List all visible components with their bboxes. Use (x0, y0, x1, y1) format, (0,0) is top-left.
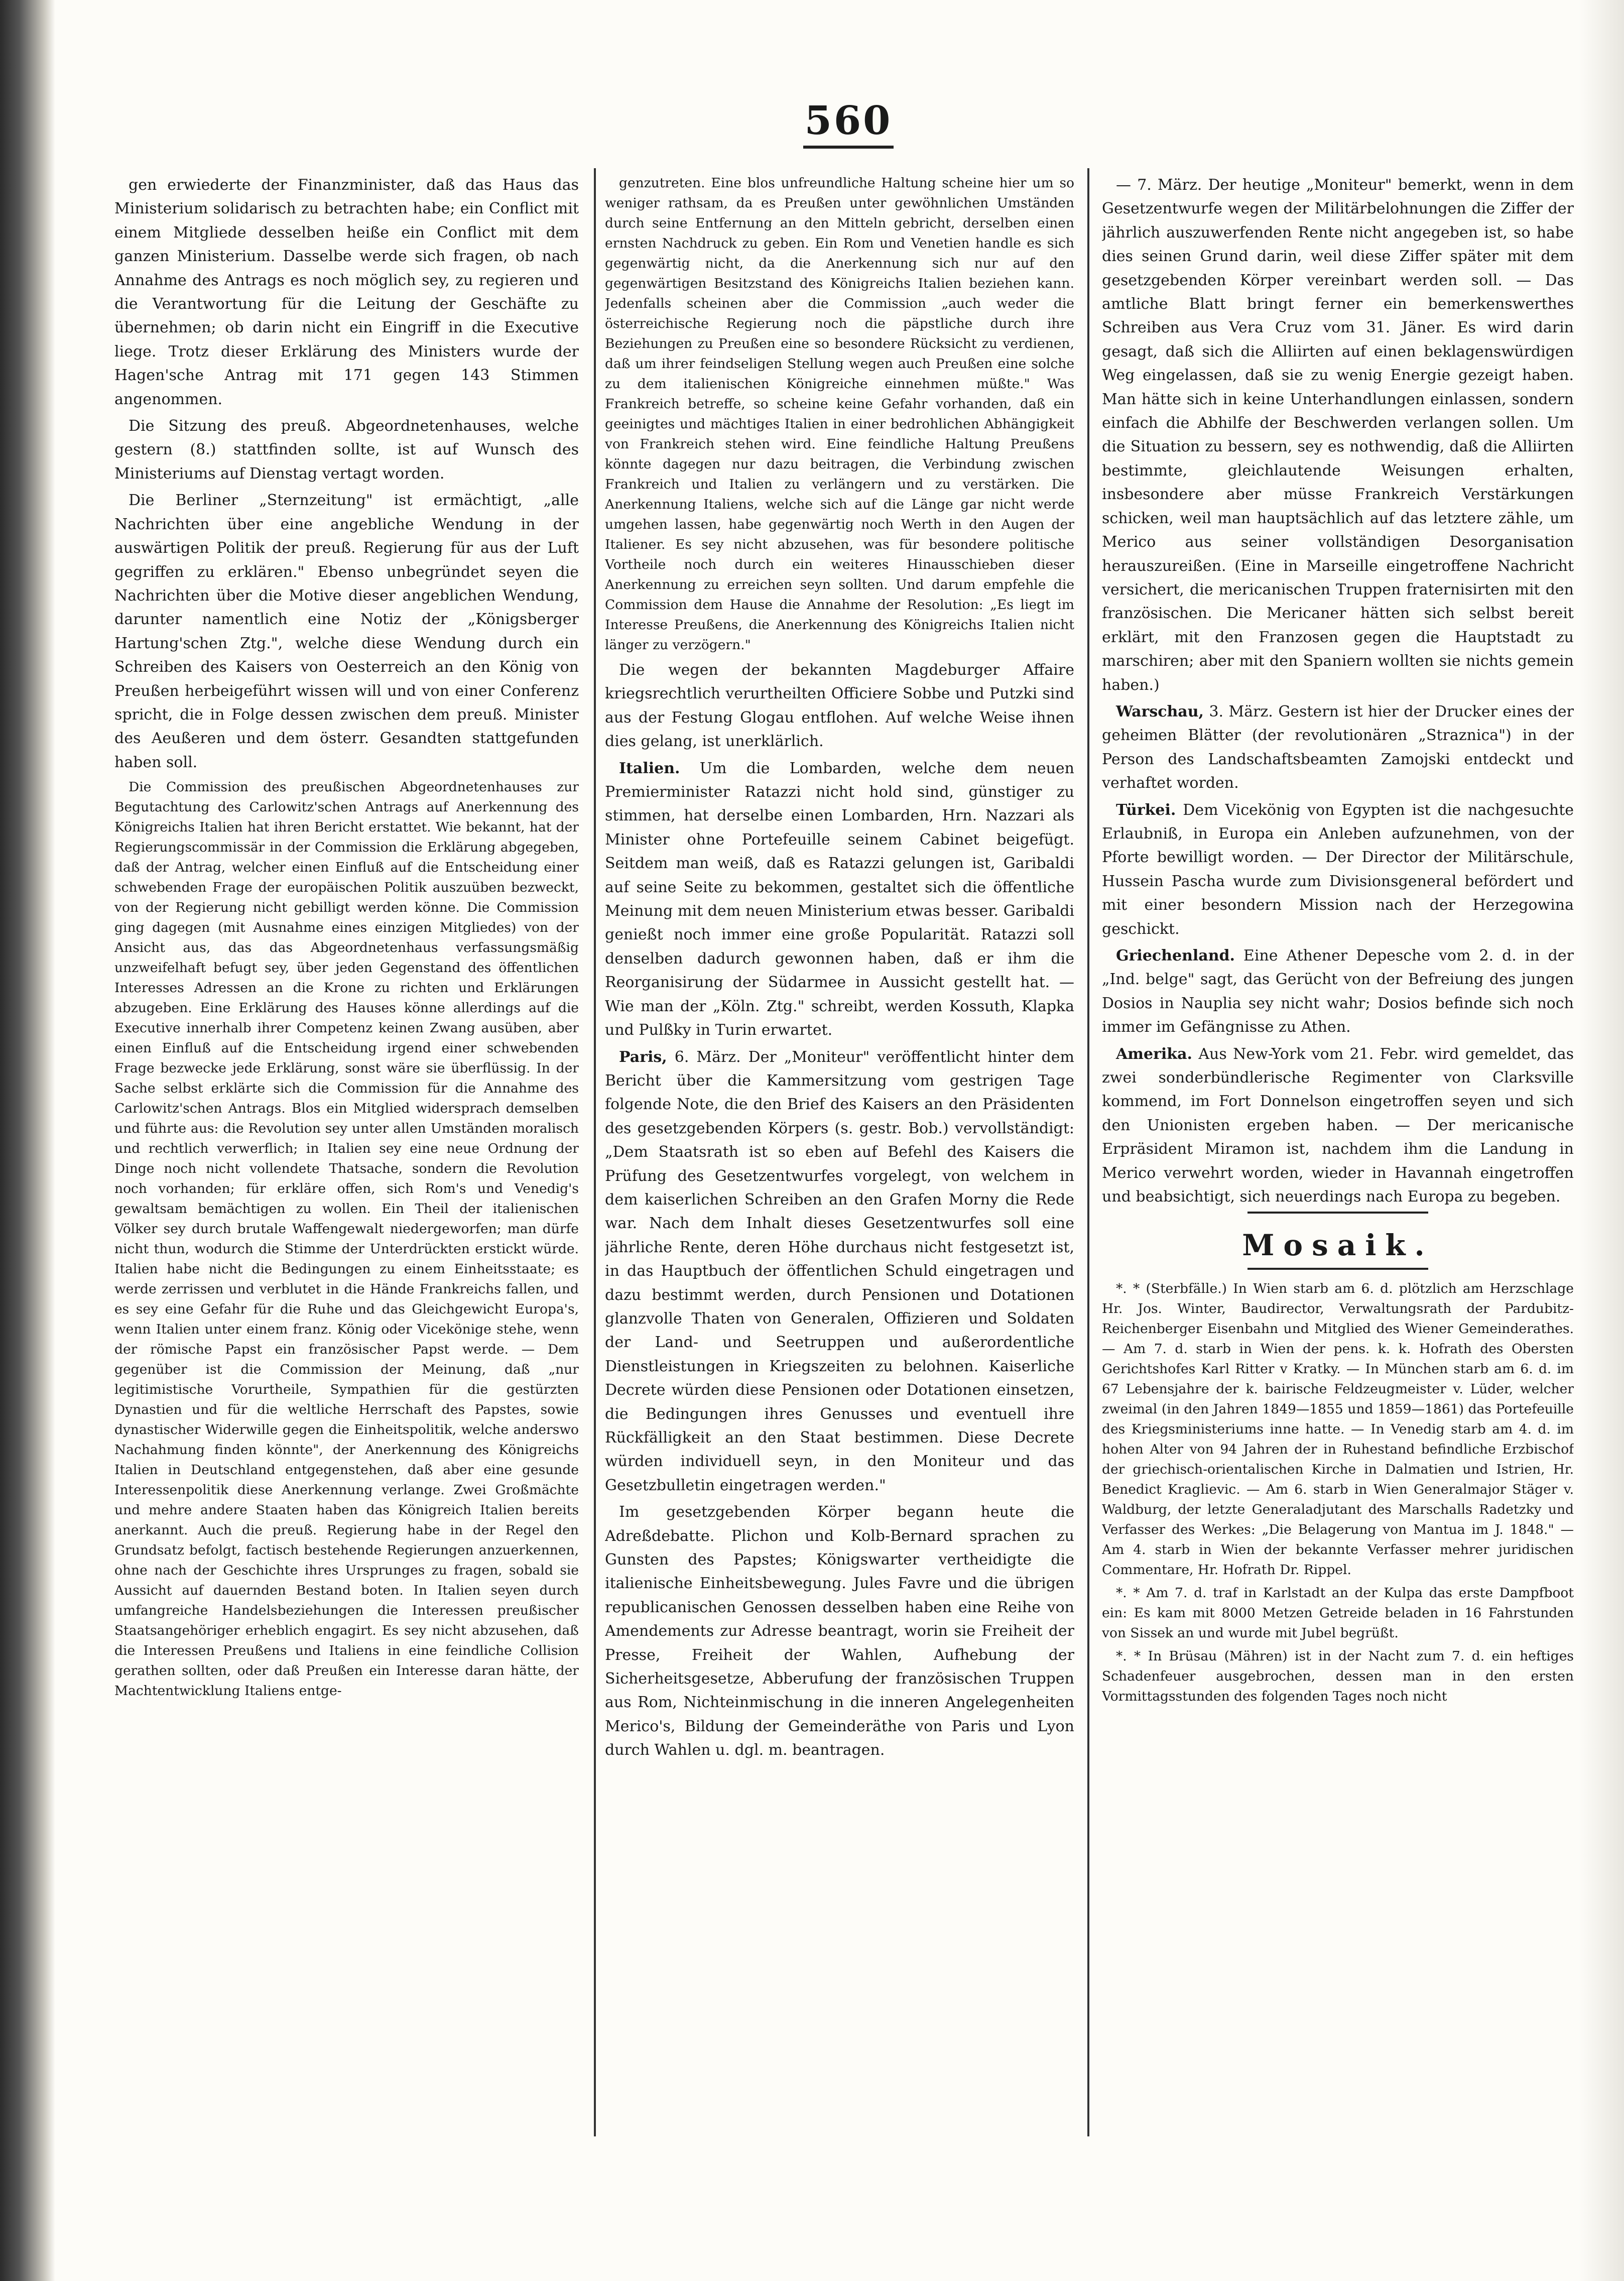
section-heading: Amerika. (1116, 1045, 1192, 1063)
paragraph-griechenland (1102, 944, 1574, 1039)
paragraph: Die Commission des preußischen Abgeordnetenhauses zur Begutachtung des Carlowitz'schen Antrags auf Anerkennung des Königreichs Italien hat ihren Bericht erstattet. Wie bekannt, hat der Regierungscommissär in der Commission die Erklärung abgegeben, daß der Antrag, welcher einen Einfluß auf die Entscheidung einer schwebenden Frage der europäischen Politik auszuüben bezweckt, von der Regierung nicht gebilligt werden könne. Die Commission ging dagegen (mit Ausnahme eines einzigen Mitgliedes) von der Ansicht aus, das das Abgeordnetenhaus verfassungsmäßig unzweifelhaft befugt sey, über jeden Gegenstand des öffentlichen Interesses Adressen an die Krone zu richten und Erklärungen abzugeben. Eine Erklärung des Hauses könne allerdings auf die Executive innerhalb ihrer Competenz keinen Zwang ausüben, aber einen Einfluß auf die Entscheidung irgend einer schwebenden Frage bezwecke jede Erklärung, sonst wäre sie überflüssig. In der Sache selbst erklärte sich die Commission für die Annahme des Carlowitz'schen Antrags. Blos ein Mitglied widersprach demselben und führte aus: die Revolution sey unter allen Umständen moralisch und rechtlich verwerflich; in Italien sey eine neue Ordnung der Dinge noch nicht vollendete Thatsache, sondern die Revolution noch vorhanden; für erkläre offen, sich Rom's und Venedig's gewaltsam bemächtigen zu wollen. Ein Theil der italienischen Völker sey durch brutale Waffengewalt niedergeworfen; man dürfe nicht thun, wodurch die Stimme der Unterdrückten erstickt würde. Italien habe nicht die Bedingungen zu einem Einheitsstaate; es werde zerrissen und verblutet in die Hände Frankreichs fallen, und es sey eine Gefahr für die Ruhe und das Gleichgewicht Europa's, wenn Italien unter einem franz. König oder Vicekönige stehe, wenn der römische Papst ein französischer Papst werde. — Dem gegenüber ist die Commission der Meinung, daß „nur legitimistische Vorurtheile, Sympathien für die gestürzten Dynastien und für die weltliche Herrschaft des Papstes, sowie dynastischer Widerwille gegen die Einheitspolitik, welche anderswo Nachahmung finden könnte", der Anerkennung des Königreichs Italien in Deutschland entgegenstehen, daß aber eine gesunde Interessenpolitik diese Anerkennung verlange. Zwei Großmächte und mehre andere Staaten haben das Königreich Italien bereits anerkannt. Auch die preuß. Regierung habe in der Regel den Grundsatz befolgt, factisch bestehende Regierungen anzuerkennen, ohne nach der Geschichte ihres Ursprunges zu fragen, sobald sie Aussicht auf dauernden Bestand boten. In Italien seyen durch umfangreiche Handelsbeziehungen die Interessen preußischer Staatsangehöriger erheblich engagirt. Es sey nicht abzusehen, daß die Interessen Preußens und Italiens in eine feindliche Collision gerathen sollten, oder daß Preußen ein Interesse daran hätte, der Machtentwicklung Italiens entge- (114, 779, 579, 1699)
column-1 (114, 173, 579, 1704)
paragraph: *. * (Sterbfälle.) In Wien starb am 6. d. plötzlich am Herzschlage Hr. Jos. Winter, Baudirector, Verwaltungsrath der Pardubitz-Reichenberger Eisenbahn und Mitglied des Wiener Gemeinderathes. — Am 7. d. starb in Wien der pens. k. k. Hofrath des Obersten Gerichtshofes Karl Ritter v Kratky. — In München starb am 6. d. im 67 Lebensjahre der k. bairische Feldzeugmeister v. Lüder, welcher zweimal (in den Jahren 1849—1855 und 1859—1861) das Portefeuille des Kriegsministeriums inne hatte. — In Venedig starb am 4. d. im hohen Alter von 94 Jahren der in Ruhestand befindliche Erzbischof der griechisch-orientalischen Kirche in Dalmatien und Istrien, Hr. Benedict Kraglievic. — Am 6. starb in Wien Generalmajor Stäger v. Waldburg, der letzte Generaladjutant des Marschalls Radetzky und Verfasser des Werkes: „Die Belagerung von Mantua im J. 1848." — Am 4. starb in Wien der bekannte Verfasser mehrer juridischen Commentare, Hr. Hofrath Dr. Rippel. (1102, 1280, 1574, 1578)
column-3 (1102, 173, 1574, 1710)
page-gutter-shadow (0, 0, 55, 2281)
paragraph: Im gesetzgebenden Körper begann heute die Adreßdebatte. Plichon und Kolb-Bernard sprachen zu Gunsten des Papstes; Königswarter vertheidigte die italienische Einheitsbewegung. Jules Favre und die übrigen republicanischen Genossen desselben haben eine Reihe von Amendements zur Adresse beantragt, worin sie Freiheit der Presse, Freiheit der Wahlen, Aufhebung der Sicherheitsgesetze, Abberufung der französischen Truppen aus Rom, Nichteinmischung in die inneren Angelegenheiten Merico's, Bildung der Gemeinderäthe von Paris und Lyon durch Wahlen u. dgl. m. beantragen. (605, 1503, 1074, 1759)
paragraph-warschau (1102, 700, 1574, 795)
paragraph: *. * Am 7. d. traf in Karlstadt an der Kulpa das erste Dampfboot ein: Es kam mit 8000 Metzen Getreide beladen in 16 Fahrstunden von Sissek an und wurde mit Jubel begrüßt. (1102, 1585, 1574, 1641)
paragraph-tuerkei (1102, 798, 1574, 941)
page-edge (1579, 0, 1624, 2281)
paragraph-text: Eine Athener Depesche vom 2. d. in der „Ind. belge" sagt, das Gerücht von der Befreiung des jungen Dosios in Nauplia sey nicht wahr; Dosios befinde sich noch immer im Gefängnisse zu Athen. (1102, 947, 1574, 1036)
paragraph: gen erwiederte der Finanzminister, daß das Haus das Ministerium solidarisch zu betrachten habe; ein Conflict mit einem Mitgliede desselben heiße ein Conflict mit dem ganzen Ministerium. Dasselbe werde sich fragen, ob nach Annahme des Antrags es noch möglich sey, zu regieren und die Verantwortung für die Leitung der Geschäfte zu übernehmen; ob darin nicht ein Eingriff in die Executive liege. Trotz dieser Erklärung des Ministers wurde der Hagen'sche Antrag mit 171 gegen 143 Stimmen angenommen. (114, 176, 579, 408)
paragraph-text: 6. März. Der „Moniteur" veröffentlicht hinter dem Bericht über die Kammersitzung vom gestrigen Tage folgende Note, die den Brief des Kaisers an den Präsidenten des gesetzgebenden Körpers (s. gestr. Bob.) vervollständigt: „Dem Staatsrath ist so eben auf Befehl des Kaisers die Prüfung des Gesetzentwurfes vorgelegt, von welchem in dem kaiserlichen Schreiben an den Grafen Morny die Rede war. Nach dem Inhalt dieses Gesetzentwurfes soll eine jährliche Rente, deren Höhe durchaus nicht festgesetzt ist, in das Hauptbuch der öffentlichen Schuld eingetragen und dazu bestimmt werden, durch Pensionen und Dotationen glanzvolle Thaten von Generalen, Offizieren und Soldaten der Land- und Seetruppen und außerordentliche Dienstleistungen in Kriegszeiten zu belohnen. Kaiserliche Decrete würden diese Pensionen oder Dotationen einsetzen, die Bedingungen ihres Genusses und eventuell ihre Rückfälligkeit an den Staat bestimmen. Diese Decrete würden individuell seyn, in den Moniteur und das Gesetzbulletin eingetragen werden." (605, 1048, 1074, 1494)
section-heading: Italien. (619, 759, 680, 777)
page-number-rule (803, 146, 894, 149)
section-heading: Griechenland. (1116, 947, 1235, 965)
column-rule (594, 168, 596, 2136)
paragraph-text: Um die Lombarden, welche dem neuen Premierminister Ratazzi nicht hold sind, günstiger zu stimmen, hat derselbe einen Lombarden, Hrn. Nazzari als Minister ohne Portefeuille seinem Cabinet beigefügt. Seitdem man weiß, daß es Ratazzi gelungen ist, Garibaldi auf seine Seite zu bekommen, gestaltet sich die öffentliche Meinung mit dem neuen Ministerium etwas besser. Garibaldi genießt noch immer eine große Popularität. Ratazzi soll denselben dadurch gewonnen haben, daß er ihm die Reorganisirung der Südarmee in Aussicht gestellt hat. — Wie man der „Köln. Ztg." schreibt, werden Kossuth, Klapka und Pulßky in Turin erwartet. (605, 759, 1074, 1039)
paragraph: — 7. März. Der heutige „Moniteur" bemerkt, wenn in dem Gesetzentwurfe wegen der Militärbelohnungen die Ziffer der jährlich auszuwerfenden Rente nicht angegeben ist, so habe dies seinen Grund darin, weil diese Ziffer später mit dem gesetzgebenden Körper vereinbart werden soll. — Das amtliche Blatt bringt ferner ein bemerkenswerthes Schreiben aus Vera Cruz vom 31. Jäner. Es wird darin gesagt, daß sich die Alliirten auf einen beklagenswürdigen Weg eingelassen, daß sie zu wenig Energie gezeigt haben. Man hätte sich in keine Unterhandlungen einlassen, sondern einfach die Abhilfe der Beschwerden verlangen sollen. Um die Situation zu bessern, sey es nothwendig, daß die Alliirten bestimmte, gleichlautende Weisungen erhalten, insbesondere aber müsse Frankreich Verstärkungen schicken, weil man hauptsächlich auf das letztere zähle, um Merico aus seiner vollständigen Desorganisation herauszureißen. (Eine in Marseille eingetroffene Nachricht versichert, die mericanischen Truppen fraternisirten mit den französischen. Die Mericaner hätten sich selbst bereit erklärt, mit den Franzosen gegen die Hauptstadt zu marschiren; aber mit den Spaniern wollten sie nichts gemein haben.) (1102, 176, 1574, 694)
section-heading: Paris, (619, 1048, 667, 1066)
section-heading: Warschau, (1116, 702, 1204, 721)
paragraph: genzutreten. Eine blos unfreundliche Haltung scheine hier um so weniger rathsam, da es Preußen unter gewöhnlichen Umständen durch seine Entfernung an den Mitteln gebricht, derselben einen ernsten Nachdruck zu geben. Ein Rom und Venetien handle es sich gegenwärtig nicht, da die Anerkennung sich nur auf den gegenwärtigen Besitzstand des Königreichs Italien beziehen kann. Jedenfalls scheinen aber die Commission „auch weder die österreichische Regierung noch die päpstliche durch ihre Beziehungen zu Preußen eine so besondere Rücksicht zu verdienen, daß um ihrer feindseligen Stellung wegen auch Preußen eine solche zu dem italienischen Königreiche einnehmen müßte." Was Frankreich betreffe, so scheine keine Gefahr vorhanden, daß ein geeinigtes und mächtiges Italien in einer bedrohlichen Abhängigkeit von Frankreich stehen wird. Eine feindliche Haltung Preußens könnte dagegen nur dazu beitragen, die Verbindung zwischen Frankreich und Italien zu verlängern und zu verstärken. Die Anerkennung Italiens, welche sich auf die Länge gar nicht werde umgehen lassen, habe gegenwärtig noch Werth in den Augen der Italiener. Es sey nicht abzusehen, was für besondere politische Vortheile noch durch ein weiteres Hinausschieben dieser Anerkennung zu erreichen seyn sollten. Und darum empfehle die Commission dem Hause die Annahme der Resolution: „Es liegt im Interesse Preußens, die Anerkennung des Königreichs Italien nicht länger zu verzögern." (605, 175, 1074, 653)
section-rule (1247, 1268, 1428, 1270)
paragraph: Die Berliner „Sternzeitung" ist ermächtigt, „alle Nachrichten über eine angebliche Wendung in der auswärtigen Politik der preuß. Regierung für aus der Luft gegriffen zu erklären." Ebenso unbegründet seyen die Nachrichten über die Motive dieser angeblichen Wendung, darunter namentlich eine Notiz der „Königsberger Hartung'schen Ztg.", welche diese Wendung durch ein Schreiben des Kaisers von Oesterreich an den König von Preußen herbeigeführt wissen will und von einer Conferenz spricht, die in Folge dessen zwischen dem preuß. Minister des Aeußeren und dem österr. Gesandten stattgefunden haben soll. (114, 492, 579, 771)
column-2 (605, 173, 1074, 1765)
paragraph-text: 3. März. Gestern ist hier der Drucker eines der geheimen Blätter (der revolutionären „Straznica") in der Person des Landschaftsbeamten Zamojski entdeckt und verhaftet worden. (1102, 702, 1574, 792)
paragraph: Die Sitzung des preuß. Abgeordnetenhauses, welche gestern (8.) stattfinden sollte, ist auf Wunsch des Ministeriums auf Dienstag vertagt worden. (114, 417, 579, 483)
paragraph-amerika (1102, 1042, 1574, 1209)
mosaik-heading: Mosaik. (1242, 1228, 1434, 1263)
paragraph-text: Dem Vicekönig von Egypten ist die nachgesuchte Erlaubniß, in Europa ein Anleben aufzunehmen, von der Pforte bewilligt worden. — Der Director der Militärschule, Hussein Pascha wurde zum Divisionsgeneral befördert und mit einer besondern Mission nach der Herzegowina geschickt. (1102, 801, 1574, 938)
page-number: 560 (804, 98, 893, 144)
column-rule (1087, 168, 1089, 2136)
paragraph: *. * In Brüsau (Mähren) ist in der Nacht zum 7. d. ein heftiges Schadenfeuer ausgebrochen, dessen man in den ersten Vormittagsstunden des folgenden Tages noch nicht (1102, 1648, 1574, 1704)
paragraph-paris (605, 1045, 1074, 1498)
paragraph: Die wegen der bekannten Magdeburger Affaire kriegsrechtlich verurtheilten Officiere Sobbe und Putzki sind aus der Festung Glogau entflohen. Auf welche Weise ihnen dies gelang, ist unerklärlich. (605, 661, 1074, 751)
section-rule (1247, 1212, 1428, 1214)
paragraph-italien (605, 757, 1074, 1042)
section-heading: Türkei. (1116, 801, 1176, 819)
paragraph-text: Aus New-York vom 21. Febr. wird gemeldet, das zwei sonderbündlerische Regimenter von Clarksville kommend, im Fort Donnelson eingetroffen seyen und sich den Unionisten ergeben haben. — Der mericanische Erpräsident Miramon ist, nachdem ihm die Landung in Merico verwehrt worden, wieder in Havannah eingetroffen und beabsichtigt, sich neuerdings nach Europa zu begeben. (1102, 1045, 1574, 1206)
